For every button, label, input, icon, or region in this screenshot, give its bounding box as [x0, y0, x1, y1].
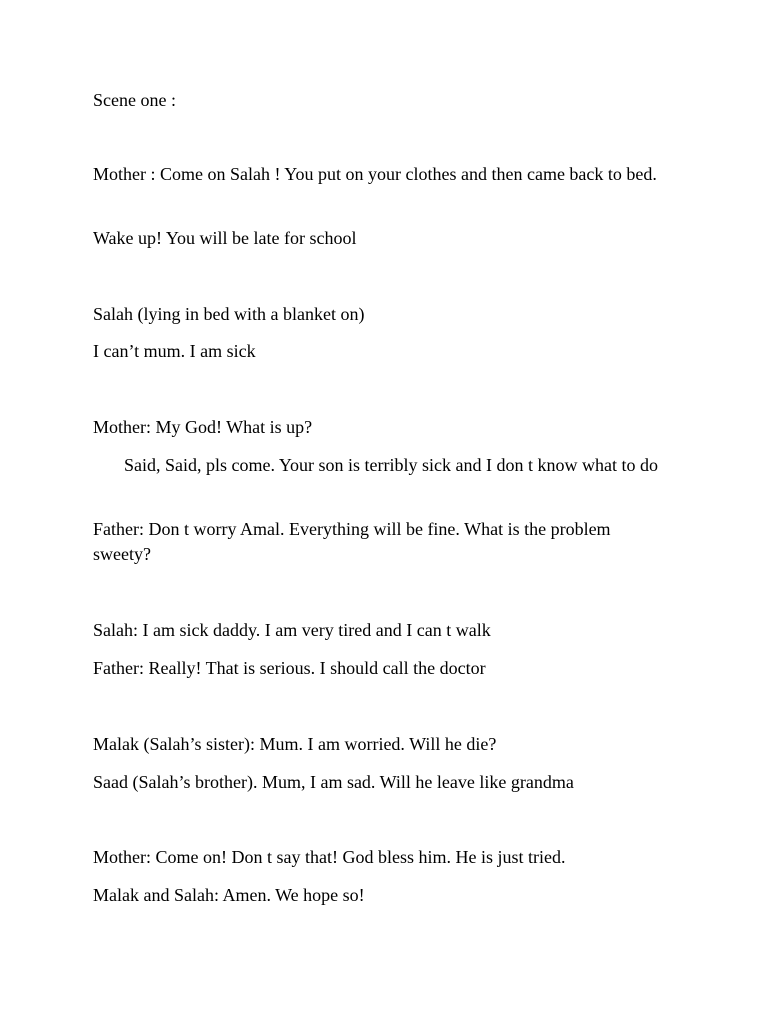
dialogue-paragraph: Malak (Salah’s sister): Mum. I am worried. Will he die?: [93, 734, 497, 754]
dialogue-paragraph: Father: Really! That is serious. I should call the doctor: [93, 658, 486, 678]
dialogue-paragraph: Salah: I am sick daddy. I am very tired and I can t walk: [93, 620, 491, 640]
dialogue-paragraph: Mother: My God! What is up?: [93, 417, 313, 437]
dialogue-paragraph: Wake up! You will be late for school: [93, 228, 357, 248]
dialogue-paragraph: Mother : Come on Salah ! You put on your clothes and then came back to bed.: [93, 164, 657, 184]
scene-heading: Scene one :: [93, 90, 176, 110]
dialogue-paragraph: Malak and Salah: Amen. We hope so!: [93, 885, 365, 905]
dialogue-paragraph: I can’t mum. I am sick: [93, 341, 256, 361]
dialogue-paragraph: Saad (Salah’s brother). Mum, I am sad. Will he leave like grandma: [93, 772, 574, 792]
stage-direction: Salah (lying in bed with a blanket on): [93, 304, 365, 324]
dialogue-paragraph: Said, Said, pls come. Your son is terribly sick and I don t know what to do: [124, 455, 658, 475]
dialogue-paragraph: Father: Don t worry Amal. Everything will be fine. What is the problem sweety?: [93, 519, 611, 564]
dialogue-paragraph: Mother: Come on! Don t say that! God bless him. He is just tried.: [93, 847, 566, 867]
